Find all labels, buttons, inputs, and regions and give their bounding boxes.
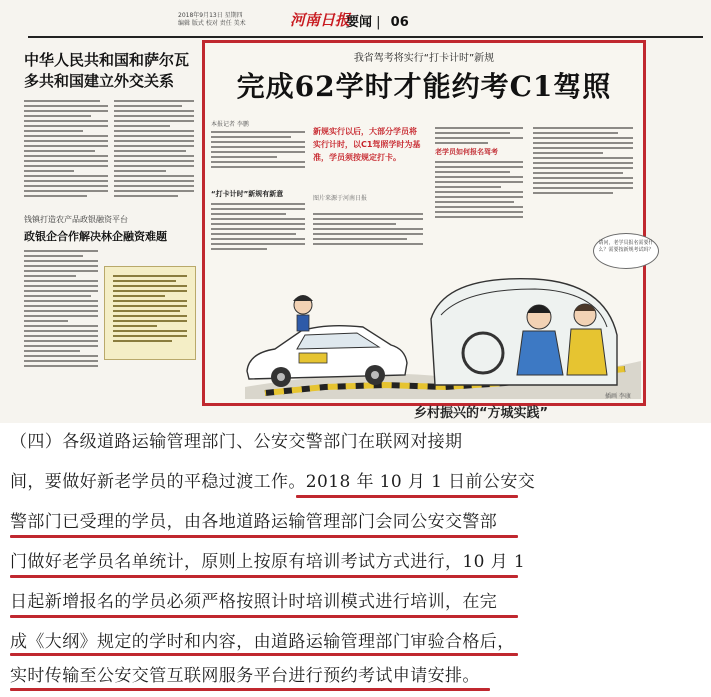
regulation-line-3: 警部门已受理的学员，由各地道路运输管理部门会同公安交警部 (10, 512, 498, 532)
highlight-box-text (113, 275, 187, 345)
illustration-credit: 插画 李康 (605, 393, 631, 400)
driving-school-illustration (245, 275, 641, 399)
car-interior-drawing (431, 279, 617, 385)
red-underline (10, 653, 518, 656)
speech-bubble: 请问，老学员报名需要什么？需要按新规考试吗？ (593, 233, 659, 269)
bottom-strap-headline: 乡村振兴的“方城实践” (414, 406, 549, 421)
feature-kicker: 我省驾考将实行“打卡计时”新规 (353, 53, 495, 64)
regulation-line-1: （四）各级道路运输管理部门、公安交警部门在联网对接期 (10, 432, 463, 452)
left-secondary-kicker: 钱镇打造农产品政银融资平台 (24, 215, 128, 224)
left-headline: 中华人民共和国和萨尔瓦多共和国建立外交关系 (24, 51, 190, 90)
feature-article-frame (202, 40, 654, 406)
feature-headline: 完成62学时才能约考C1驾照 (236, 70, 612, 103)
feature-pullquote-source: 图片来源于河南日报 (313, 195, 368, 202)
feature-body-col-1b (211, 203, 305, 253)
red-underline (10, 535, 518, 538)
masthead-date: 2018年9月13日 星期四 编辑 版式 校对 责任 美术 (178, 12, 246, 27)
feature-subheading-1: “打卡计时”新规有新意 (211, 190, 284, 198)
feature-body-col-4 (533, 127, 633, 197)
left-body-text (24, 100, 108, 200)
red-underline (10, 688, 490, 691)
red-underline (296, 495, 518, 498)
regulation-line-4: 门做好老学员名单统计，原则上按原有培训考试方式进行，10 月 1 (10, 552, 526, 572)
feature-body-col-3 (435, 127, 523, 147)
red-underline (10, 575, 518, 578)
left-body-text-2 (114, 100, 194, 200)
newspaper-logo: 河南日报 (290, 11, 351, 29)
feature-byline: 本报记者 李鹏 (211, 121, 249, 128)
red-underline (10, 615, 518, 618)
feature-subheading-2: 老学员如何报名驾考 (435, 148, 498, 156)
page-number: 06 (390, 15, 409, 30)
feature-red-pullquote: 新规实行以后，大部分学员将实行计时，以C1驾照学时为基准，学员须按规定打卡。 (313, 127, 421, 162)
left-body-text-3 (24, 250, 98, 370)
regulation-line-5: 日起新增报名的学员必须严格按照计时培训模式进行培训，在完 (10, 592, 498, 612)
regulation-line-7: 实时传输至公安交管互联网服务平台进行预约考试申请安排。 (10, 666, 480, 686)
regulation-line-2: 间，要做好新老学员的平稳过渡工作。2018 年 10 月 1 日前公安交 (10, 472, 536, 492)
feature-body-col-2b (313, 213, 423, 248)
regulation-line-6: 成《大纲》规定的学时和内容，由道路运输管理部门审验合格后， (10, 632, 515, 652)
section-name: 要闻 (346, 15, 373, 30)
regulation-excerpt (0, 423, 711, 697)
feature-body-col-1 (211, 131, 305, 171)
left-secondary-headline: 政银企合作解决林企融资难题 (24, 230, 167, 243)
left-highlight-box (104, 266, 196, 360)
page-label: 要闻 | 06 (346, 15, 409, 30)
feature-body-col-3b (435, 161, 523, 221)
